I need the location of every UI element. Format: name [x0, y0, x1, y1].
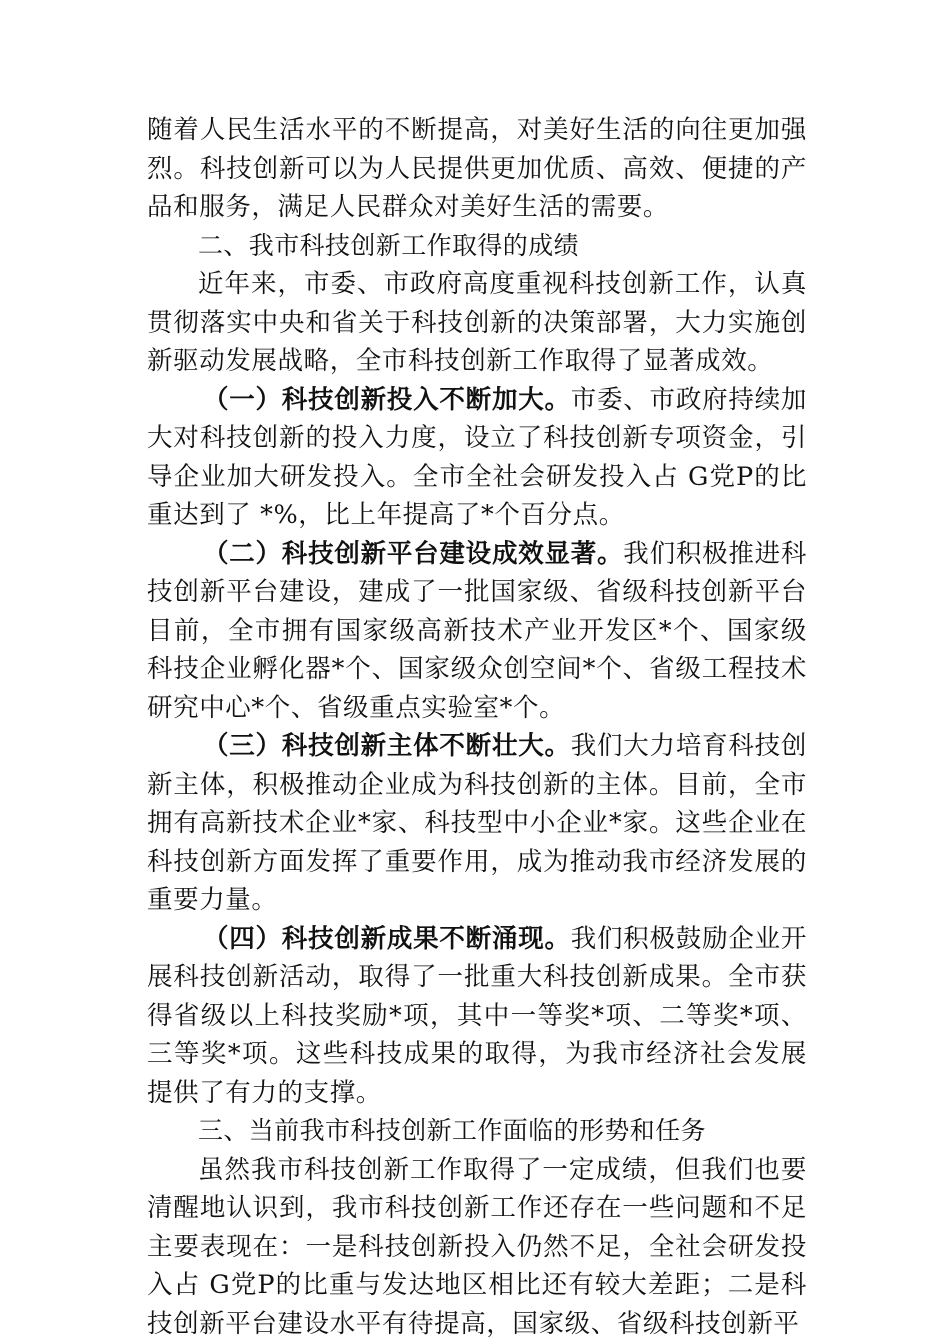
- paragraph-people-life: 随着人民生活水平的不断提高，对美好生活的向往更加强烈。科技创新可以为人民提供更加优质、高效、便捷的产品和服务，满足人民群众对美好生活的需要。: [147, 115, 807, 222]
- subsection-entities: [147, 727, 807, 920]
- subsection-investment-lead: （一）科技创新投入不断加大。: [203, 384, 571, 415]
- subsection-results-lead: （四）科技创新成果不断涌现。: [203, 923, 571, 954]
- section-heading-situation: 三、当前我市科技创新工作面临的形势和任务: [198, 1116, 707, 1145]
- paragraph-achievements-intro: 近年来，市委、市政府高度重视科技创新工作，认真贯彻落实中央和省关于科技创新的决策部署，大力实施创新驱动发展战略，全市科技创新工作取得了显著成效。: [147, 269, 807, 376]
- subsection-entities-lead: （三）科技创新主体不断壮大。: [203, 731, 571, 761]
- section-heading-achievements: 二、我市科技创新工作取得的成绩: [198, 230, 580, 260]
- subsection-platforms-lead: （二）科技创新平台建设成效显著。: [203, 538, 624, 569]
- subsection-platforms: [147, 535, 807, 728]
- subsection-investment: [147, 381, 807, 535]
- subsection-investment-text: 市委、市政府持续加大对科技创新的投入力度，设立了科技创新专项资金，引导企业加大研发投入。全市全社会研发投入占 G党P的比重达到了 *%，比上年提高了*个百分点。: [147, 384, 807, 530]
- subsection-platforms-text: 我们积极推进科技创新平台建设，建成了一批国家级、省级科技创新平台目前，全市拥有国家级高新技术产业开发区*个、国家级科技企业孵化器*个、国家级众创空间*个、省级工程技术研究中心*个、省级重点实验室*个。: [147, 538, 808, 723]
- document-page: [147, 111, 807, 1343]
- subsection-results: [147, 920, 807, 1113]
- subsection-results-text: 我们积极鼓励企业开展科技创新活动，取得了一批重大科技创新成果。全市获得省级以上科技奖励*项，其中一等奖*项、二等奖*项、三等奖*项。这些科技成果的取得，为我市经济社会发展提供了有力的支撑。: [147, 923, 807, 1108]
- paragraph-problems: 虽然我市科技创新工作取得了一定成绩，但我们也要清醒地认识到，我市科技创新工作还存在一些问题和不足主要表现在：一是科技创新投入仍然不足，全社会研发投入占 G党P的比重与发达地区相比还有较大差距；二是科技创新平台建设水平有待提高，国家级、省级科技创新平: [147, 1154, 807, 1339]
- subsection-entities-text: 我们大力培育科技创新主体，积极推动企业成为科技创新的主体。目前，全市拥有高新技术企业*家、科技型中小企业*家。这些企业在科技创新方面发挥了重要作用，成为推动我市经济发展的重要力量。: [147, 731, 807, 915]
